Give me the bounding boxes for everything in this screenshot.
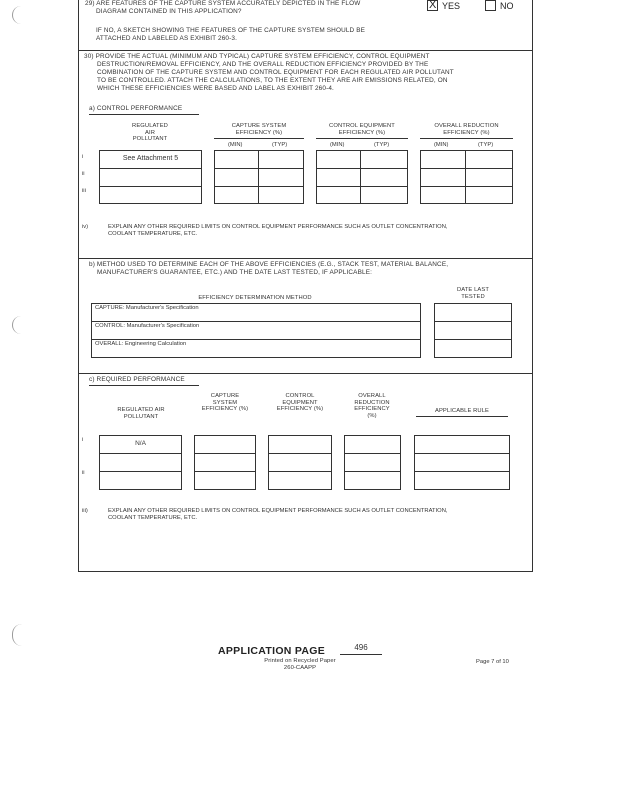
row-label: ii — [82, 470, 85, 476]
header-rule — [420, 138, 513, 139]
header-rule — [214, 138, 304, 139]
note-text: EXPLAIN ANY OTHER REQUIRED LIMITS ON CONTROL EQUIPMENT PERFORMANCE SUCH AS OUTLET CONCENTRATION, — [108, 508, 448, 514]
underline — [89, 114, 199, 115]
note-number: iv) — [82, 224, 89, 230]
method-row-overall[interactable]: OVERALL: Engineering Calculation — [95, 341, 187, 347]
application-page-label: APPLICATION PAGE — [218, 645, 326, 657]
page-count: Page 7 of 10 — [476, 659, 509, 665]
q29-text: 29) ARE FEATURES OF THE CAPTURE SYSTEM ACCURATELY DEPICTED IN THE FLOW — [85, 0, 361, 7]
q30-text: 30) PROVIDE THE ACTUAL (MINIMUM AND TYPICAL) CAPTURE SYSTEM EFFICIENCY, CONTROL EQUIPMENT — [84, 53, 430, 60]
row-label: i — [82, 437, 84, 443]
control-efficiency-table — [316, 150, 408, 204]
binder-hole-mark — [12, 624, 23, 646]
q29-text: DIAGRAM CONTAINED IN THIS APPLICATION? — [96, 8, 242, 15]
binder-hole-mark — [12, 6, 23, 24]
section-b-text: MANUFACTURER'S GUARANTEE, ETC.) AND THE DATE LAST TESTED, IF APPLICABLE: — [97, 269, 373, 276]
method-row-capture[interactable]: CAPTURE: Manufacturer's Specification — [95, 305, 199, 311]
note-number: iii) — [82, 508, 88, 514]
note-text: EXPLAIN ANY OTHER REQUIRED LIMITS ON CONTROL EQUIPMENT PERFORMANCE SUCH AS OUTLET CONCENTRATION, — [108, 224, 448, 230]
column-header-control: CONTROL EQUIPMENT EFFICIENCY (%) — [329, 123, 395, 136]
note-text: COOLANT TEMPERATURE, ETC. — [108, 231, 198, 237]
row-label: ii — [82, 171, 85, 177]
column-header-control: CONTROL EQUIPMENT EFFICIENCY (%) — [276, 393, 324, 413]
header-rule — [416, 416, 508, 417]
application-page-number: 496 — [354, 643, 368, 652]
recycled-paper-text: Printed on Recycled Paper — [264, 658, 336, 664]
pollutant-cell[interactable]: See Attachment 5 — [122, 155, 179, 162]
q29-if-no-text: IF NO, A SKETCH SHOWING THE FEATURES OF THE CAPTURE SYSTEM SHOULD BE — [96, 27, 366, 34]
min-label: (MIN) — [330, 142, 345, 148]
q30-text: WHICH THESE EFFICIENCIES WERE BASED AND LABEL AS EXHIBIT 260-4. — [97, 85, 334, 92]
column-header-pollutant: REGULATED AIR POLLUTANT — [117, 407, 165, 420]
q29-if-no-text: ATTACHED AND LABELED AS EXHIBIT 260-3. — [96, 35, 238, 42]
q30-text: DESTRUCTION/REMOVAL EFFICIENCY, AND THE OVERALL REDUCTION EFFICIENCY PROVIDED BY THE — [97, 61, 429, 68]
column-header-date: DATE LAST TESTED — [456, 287, 490, 300]
column-header-overall: OVERALL REDUCTION EFFICIENCY (%) — [434, 123, 499, 136]
column-header-method: EFFICIENCY DETERMINATION METHOD — [198, 295, 312, 301]
typ-label: (TYP) — [478, 142, 494, 148]
q30-text: TO BE CONTROLLED. ATTACH THE CALCULATIONS, TO THE EXTENT THEY ARE AIR EMISSIONS RELATED, ON — [97, 77, 448, 84]
required-pollutant-cell[interactable]: N/A — [135, 440, 146, 447]
overall-efficiency-table — [420, 150, 513, 204]
binder-hole-mark — [12, 316, 23, 334]
typ-label: (TYP) — [272, 142, 288, 148]
section-c-title: c) REQUIRED PERFORMANCE — [89, 376, 185, 383]
divider — [78, 50, 533, 51]
yes-checkbox[interactable] — [427, 0, 438, 11]
date-tested-table — [434, 303, 512, 358]
no-label: NO — [500, 1, 514, 11]
required-control-table — [268, 435, 332, 490]
page-number-underline — [340, 654, 382, 655]
underline — [89, 385, 199, 386]
section-a-title: a) CONTROL PERFORMANCE — [89, 105, 183, 112]
min-label: (MIN) — [434, 142, 449, 148]
note-text: COOLANT TEMPERATURE, ETC. — [108, 515, 198, 521]
divider — [78, 373, 533, 374]
yes-label: YES — [442, 1, 461, 11]
form-frame-bottom — [78, 571, 533, 572]
column-header-pollutant: REGULATED AIR POLLUTANT — [132, 123, 168, 143]
checkbox-x-mark: X — [429, 0, 437, 11]
row-label: iii — [82, 188, 86, 194]
required-rule-table — [414, 435, 510, 490]
divider — [78, 258, 533, 259]
column-header-rule: APPLICABLE RULE — [434, 408, 490, 414]
method-row-control[interactable]: CONTROL: Manufacturer's Specification — [95, 323, 200, 329]
required-capture-table — [194, 435, 256, 490]
typ-label: (TYP) — [374, 142, 390, 148]
required-overall-table — [344, 435, 401, 490]
form-frame-right — [532, 0, 533, 571]
no-checkbox[interactable] — [485, 0, 496, 11]
row-label: i — [82, 154, 84, 160]
section-b-text: b) METHOD USED TO DETERMINE EACH OF THE ABOVE EFFICIENCIES (E.G., STACK TEST, MATERIAL BALANCE, — [89, 261, 449, 268]
header-rule — [316, 138, 408, 139]
min-label: (MIN) — [228, 142, 243, 148]
column-header-overall: OVERALL REDUCTION EFFICIENCY (%) — [354, 393, 390, 419]
capture-efficiency-table — [214, 150, 304, 204]
q30-text: COMBINATION OF THE CAPTURE SYSTEM AND CONTROL EQUIPMENT FOR EACH REGULATED AIR POLLUTANT — [97, 69, 454, 76]
column-header-capture: CAPTURE SYSTEM EFFICIENCY (%) — [231, 123, 287, 136]
form-frame-left — [78, 0, 79, 571]
column-header-capture: CAPTURE SYSTEM EFFICIENCY (%) — [201, 393, 249, 413]
form-code: 260-CAAPP — [283, 665, 317, 671]
